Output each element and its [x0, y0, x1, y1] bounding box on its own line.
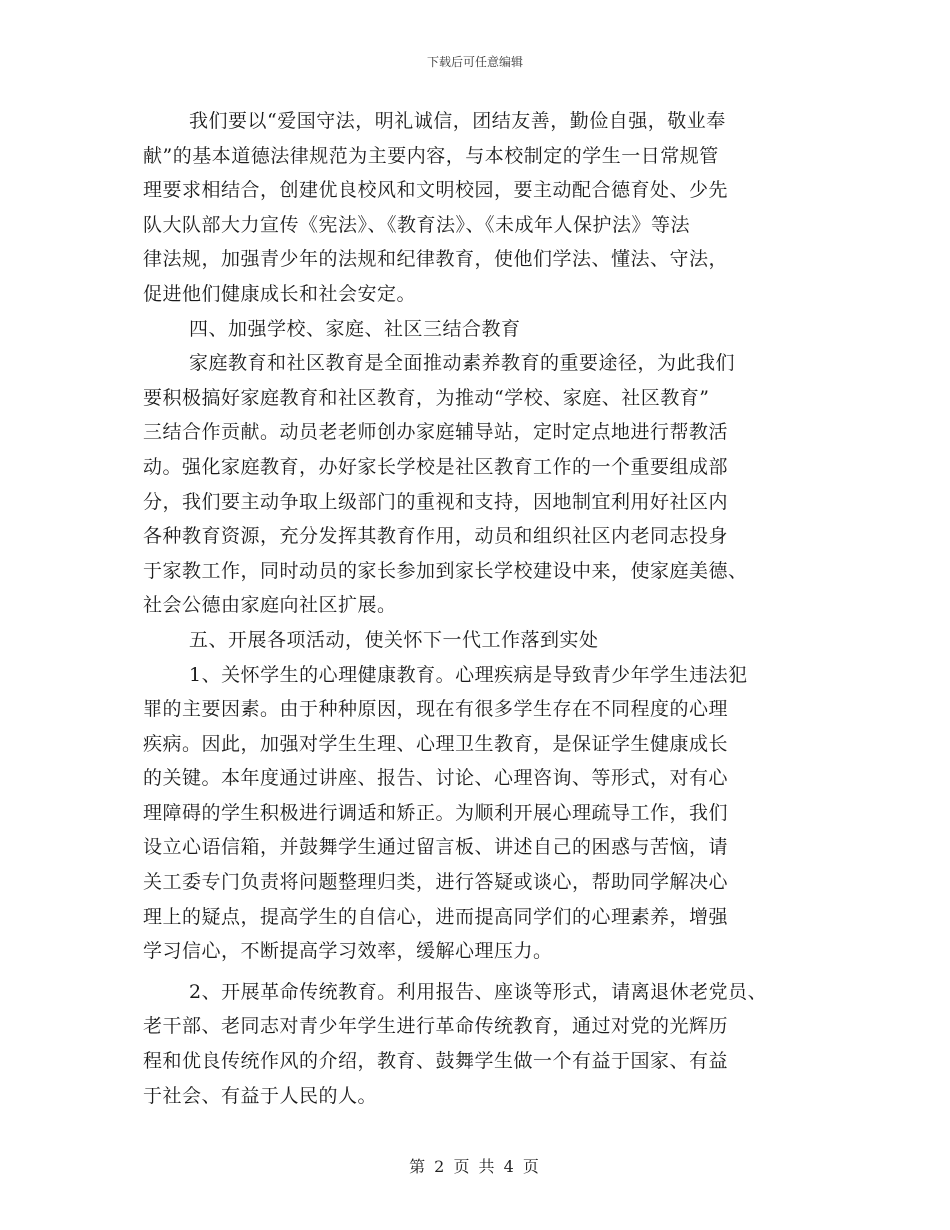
paragraph-line: 罪的主要因素。由于种种原因，现在有很多学生存在不同程度的心理	[143, 698, 729, 721]
document-body	[143, 104, 823, 1113]
paragraph-line: 理障碍的学生积极进行调适和矫正。为顺利开展心理疏导工作，我们	[143, 801, 729, 824]
section-heading: 五、开展各项活动，使关怀下一代工作落到实处	[189, 628, 599, 651]
paragraph-line: 分，我们要主动争取上级部门的重视和支持，因地制宜利用好社区内	[143, 490, 729, 513]
paragraph-line: 家庭教育和社区教育是全面推动素养教育的重要途径，为此我们	[189, 352, 736, 375]
paragraph-line: 理要求相结合，创建优良校风和文明校园，要主动配合德育处、少先	[143, 179, 729, 202]
paragraph-line: 要积极搞好家庭教育和社区教育，为推动“学校、家庭、社区教育”	[143, 386, 710, 409]
paragraph-line: 疾病。因此，加强对学生生理、心理卫生教育，是保证学生健康成长	[143, 732, 729, 755]
paragraph-line: 于家教工作，同时动员的家长参加到家长学校建设中来，使家庭美德、	[143, 559, 748, 582]
paragraph-line: 设立心语信箱，并鼓舞学生通过留言板、讲述自己的困惑与苦恼，请	[143, 836, 729, 859]
paragraph-line: 程和优良传统作风的介绍，教育、鼓舞学生做一个有益于国家、有益	[143, 1050, 729, 1073]
paragraph-line: 1、关怀学生的心理健康教育。心理疾病是导致青少年学生违法犯	[189, 663, 748, 686]
paragraph-line: 动。强化家庭教育，办好家长学校是社区教育工作的一个重要组成部	[143, 455, 729, 478]
paragraph-line: 于社会、有益于人民的人。	[143, 1084, 378, 1107]
section-heading: 四、加强学校、家庭、社区三结合教育	[189, 317, 521, 340]
paragraph-line: 三结合作贡献。动员老老师创办家庭辅导站，定时定点地进行帮教活	[143, 421, 729, 444]
page-number: 第 2 页 共 4 页	[409, 1157, 541, 1176]
paragraph-line: 献”的基本道德法律规范为主要内容，与本校制定的学生一日常规管	[143, 144, 719, 167]
paragraph-line: 队大队部大力宣传《宪法》、《教育法》、《未成年人保护法》等法	[143, 213, 691, 236]
paragraph-line: 律法规，加强青少年的法规和纪律教育，使他们学法、懂法、守法，	[143, 248, 729, 271]
paragraph-line: 的关键。本年度通过讲座、报告、讨论、心理咨询、等形式，对有心	[143, 767, 729, 790]
paragraph-line: 理上的疑点，提高学生的自信心，进而提高同学们的心理素养，增强	[143, 905, 729, 928]
paragraph-line: 2、开展革命传统教育。利用报告、座谈等形式，请离退休老党员、	[189, 980, 768, 1003]
paragraph-line: 社会公德由家庭向社区扩展。	[143, 594, 397, 617]
paragraph-line: 各种教育资源，充分发挥其教育作用，动员和组织社区内老同志投身	[143, 525, 729, 548]
paragraph-line: 关工委专门负责将问题整理归类，进行答疑或谈心，帮助同学解决心	[143, 871, 729, 894]
page-header-note: 下载后可任意编辑	[426, 55, 523, 69]
paragraph-line: 老干部、老同志对青少年学生进行革命传统教育，通过对党的光辉历	[143, 1015, 729, 1038]
paragraph-line: 学习信心，不断提高学习效率，缓解心理压力。	[143, 940, 553, 963]
paragraph-line: 我们要以“爱国守法，明礼诚信，团结友善，勤俭自强，敬业奉	[189, 110, 726, 132]
paragraph-line: 促进他们健康成长和社会安定。	[143, 282, 417, 305]
